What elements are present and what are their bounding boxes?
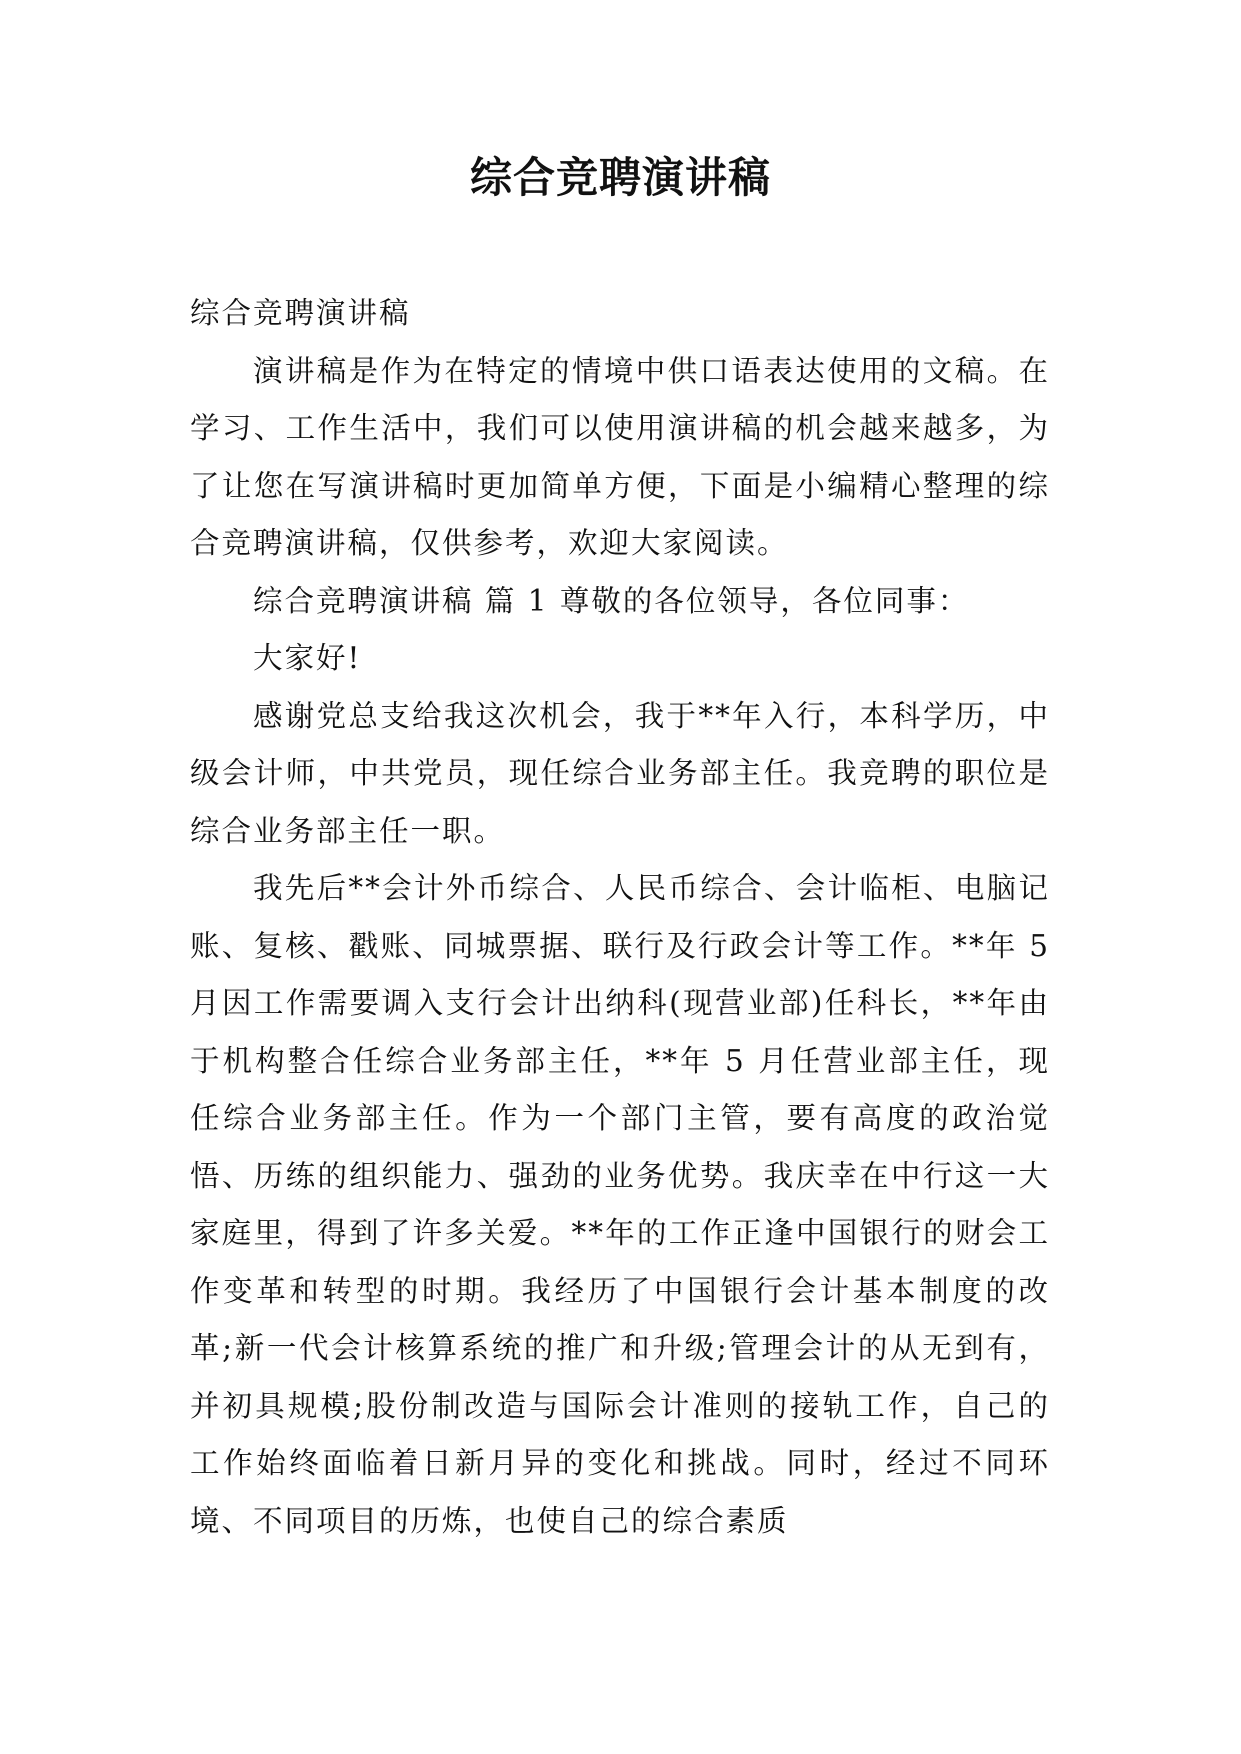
- document-body: [190, 285, 1050, 1550]
- document-title: 综合竞聘演讲稿: [469, 153, 771, 202]
- paragraph-intro: 演讲稿是作为在特定的情境中供口语表达使用的文稿。在学习、工作生活中，我们可以使用演讲稿的机会越来越多，为了让您在写演讲稿时更加简单方便，下面是小编精心整理的综合竞聘演讲稿，仅供参考，欢迎大家阅读。: [190, 353, 1050, 560]
- paragraph-thanks: 感谢党总支给我这次机会，我于**年入行，本科学历，中级会计师，中共党员，现任综合业务部主任。我竞聘的职位是综合业务部主任一职。: [190, 698, 1050, 848]
- paragraph-experience: 我先后**会计外币综合、人民币综合、会计临柜、电脑记账、复核、戳账、同城票据、联行及行政会计等工作。**年 5 月因工作需要调入支行会计出纳科(现营业部)任科长，**年由于机构整合任综合业务部主任，**年 5 月任营业部主任，现任综合业务部主任。作为一个部门主管，要有高度的政治觉悟、历练的组织能力、强劲的业务优势。我庆幸在中行这一大家庭里，得到了许多关爱。**年的工作正逢中国银行的财会工作变革和转型的时期。我经历了中国银行会计基本制度的改革;新一代会计核算系统的推广和升级;管理会计的从无到有，并初具规模;股份制改造与国际会计准则的接轨工作，自己的工作始终面临着日新月异的变化和挑战。同时，经过不同环境、不同项目的历炼，也使自己的综合素质: [190, 871, 1050, 1538]
- paragraph-greeting: 大家好!: [253, 641, 362, 675]
- paragraph-heading: 综合竞聘演讲稿: [190, 296, 411, 330]
- paragraph-salutation: 综合竞聘演讲稿 篇 1 尊敬的各位领导，各位同事：: [253, 583, 970, 618]
